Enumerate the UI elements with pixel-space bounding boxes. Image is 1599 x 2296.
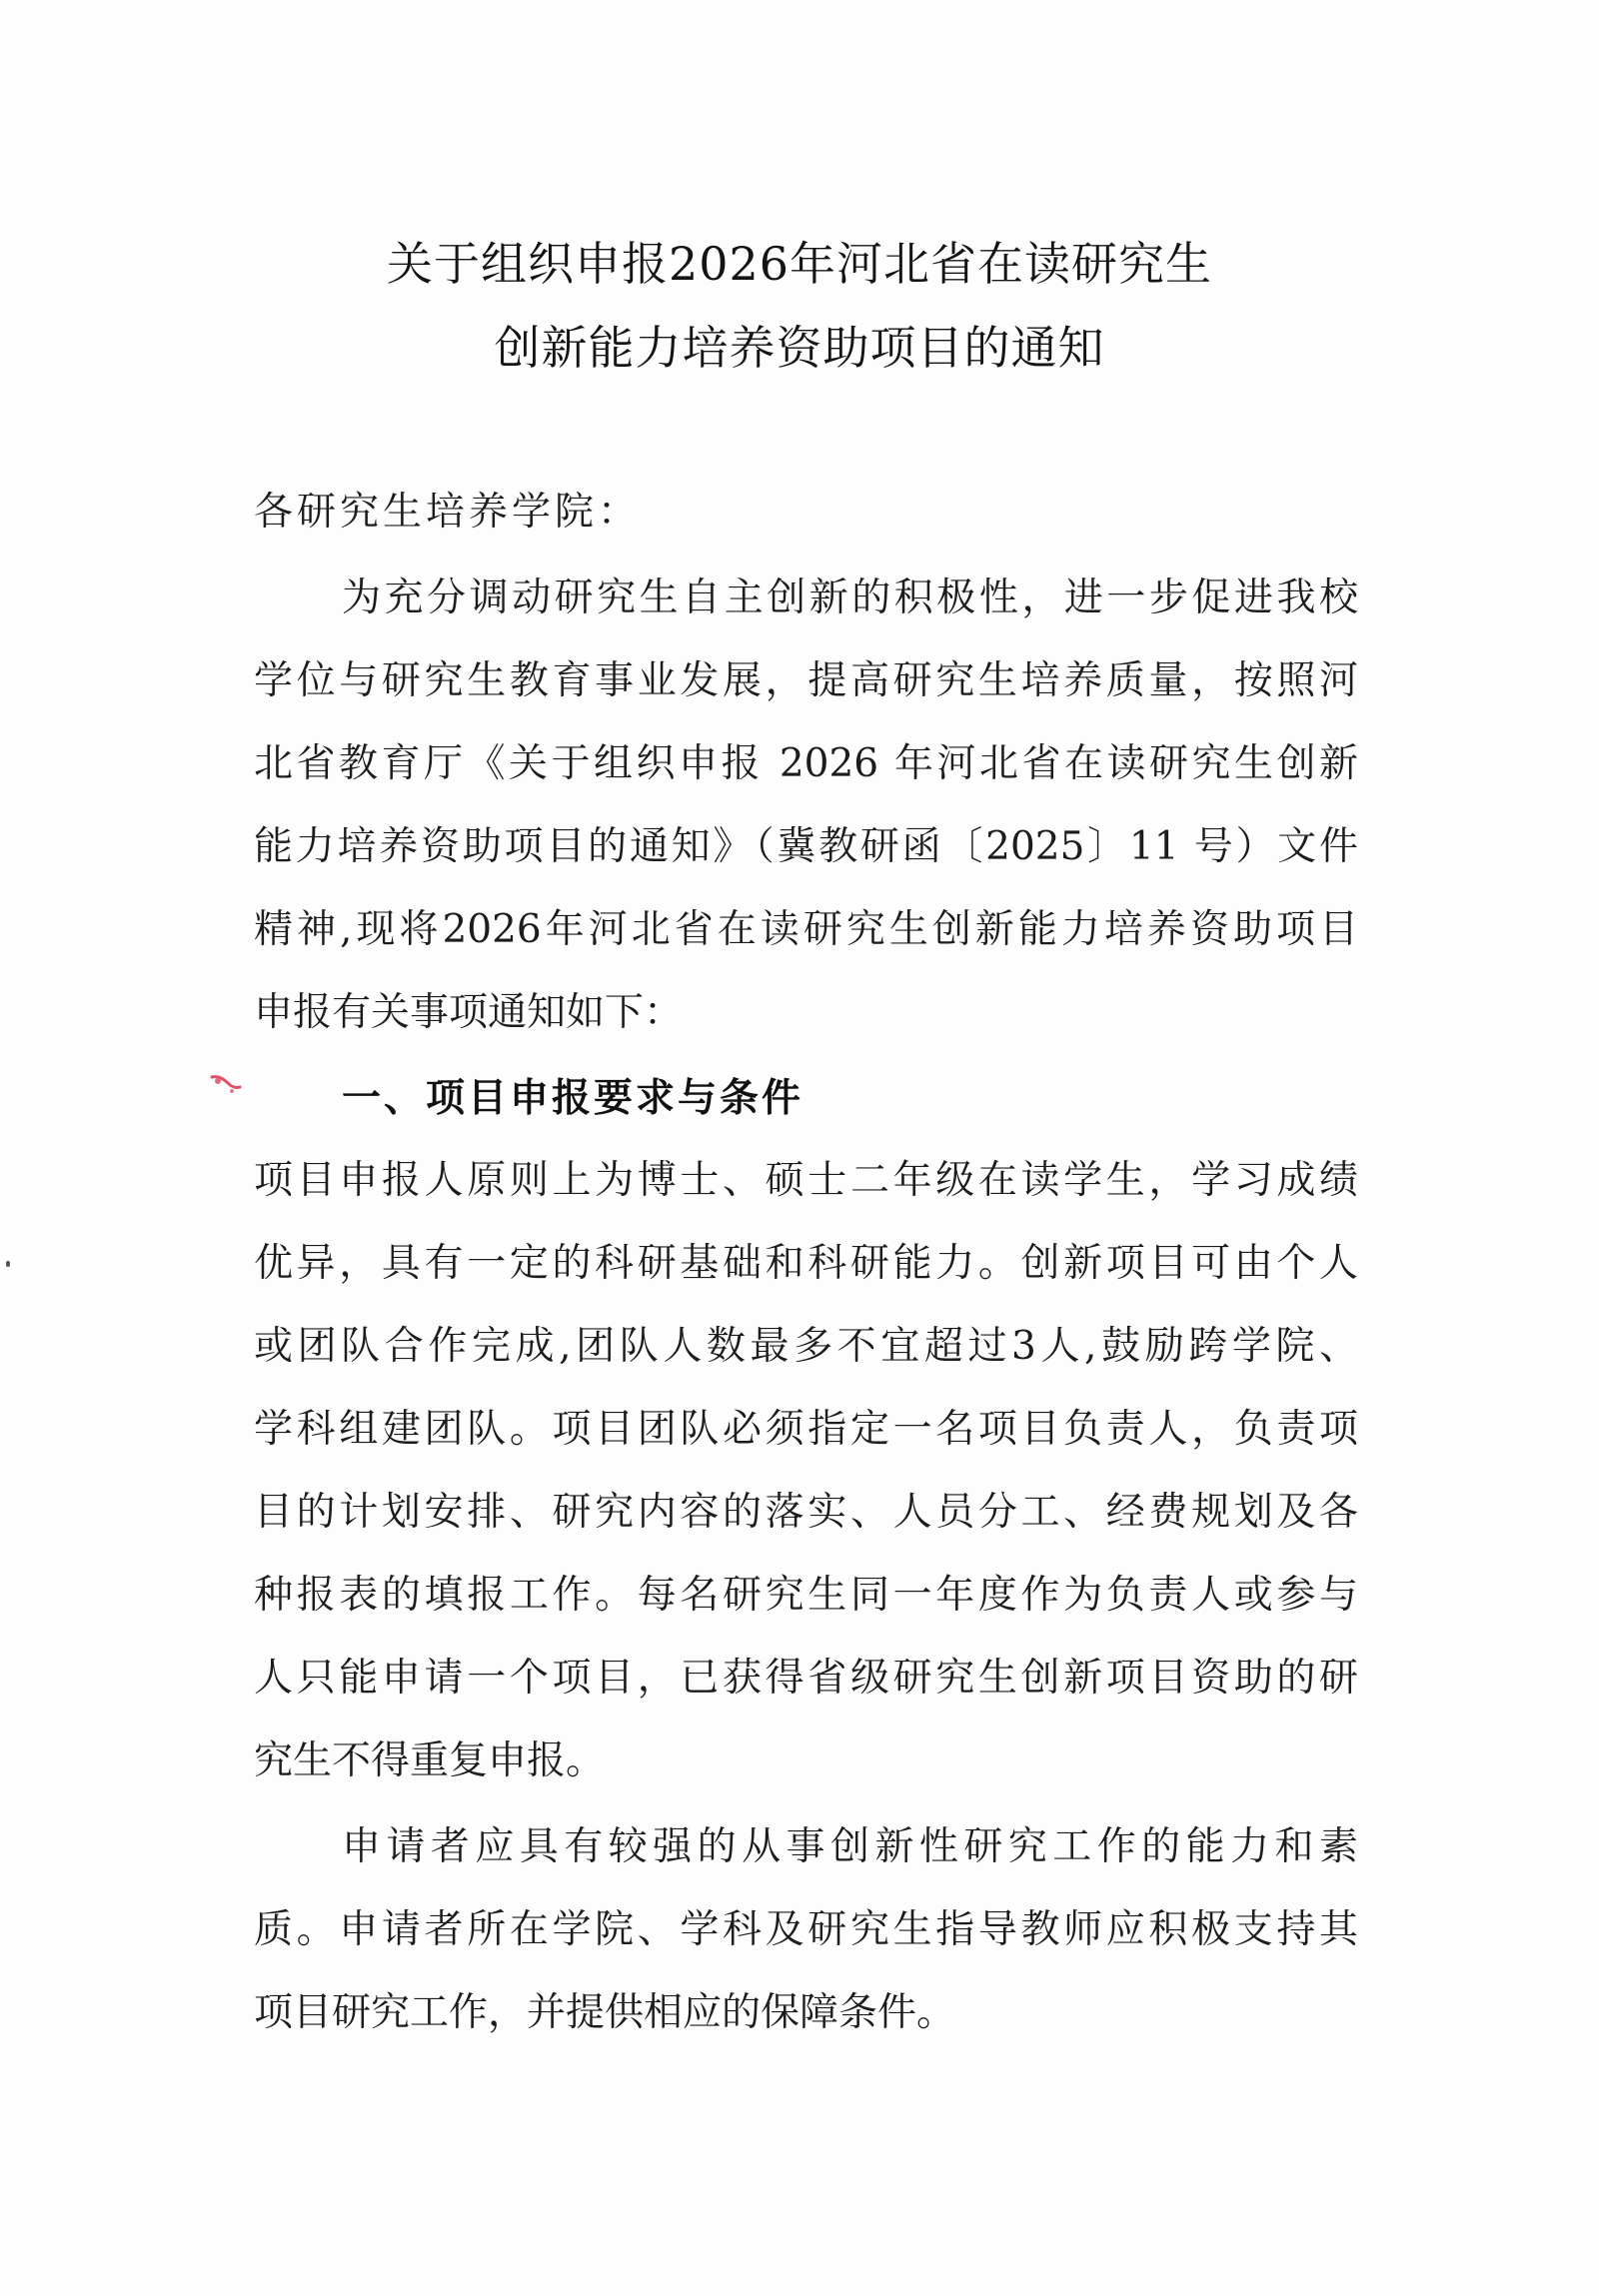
para3-line: 质。申请者所在学院、学科及研究生指导教师应积极支持其 (254, 1907, 1358, 1952)
section1-heading: 一、项目申报要求与条件 (342, 1075, 804, 1121)
para3-line: 申请者应具有较强的从事创新性研究工作的能力和素 (342, 1824, 1358, 1869)
red-ink-mark (210, 1071, 270, 1101)
para1-line: 北省教育厅《关于组织申报 2026 年河北省在读研究生创新 (254, 741, 1358, 786)
para1-line: 学位与研究生教育事业发展，提高研究生培养质量，按照河 (254, 658, 1358, 703)
para2-line: 目的计划安排、研究内容的落实、人员分工、经费规划及各 (254, 1490, 1358, 1535)
scan-speck (6, 1261, 10, 1267)
para1-line: 为充分调动研究生自主创新的积极性，进一步促进我校 (342, 575, 1358, 620)
para2-line: 究生不得重复申报。 (254, 1738, 606, 1783)
para1-line: 精神,现将2026年河北省在读研究生创新能力培养资助项目 (254, 907, 1358, 952)
para2-line: 学科组建团队。项目团队必须指定一名项目负责人，负责项 (254, 1407, 1358, 1452)
para3-line: 项目研究工作，并提供相应的保障条件。 (254, 1990, 956, 2035)
document-title-line1: 关于组织申报2026年河北省在读研究生 (386, 237, 1213, 291)
para1-line: 申报有关事项通知如下： (254, 990, 684, 1035)
para2-line: 项目申报人原则上为博士、硕士二年级在读学生，学习成绩 (254, 1158, 1358, 1203)
para2-line: 人只能申请一个项目，已获得省级研究生创新项目资助的研 (254, 1656, 1358, 1701)
para1-line: 能力培养资助项目的通知》（冀教研函〔2025〕11 号）文件 (254, 824, 1358, 869)
salutation: 各研究生培养学院： (254, 490, 642, 535)
para2-line: 优异，具有一定的科研基础和科研能力。创新项目可由个人 (254, 1241, 1358, 1286)
document-title-line2: 创新能力培养资助项目的通知 (494, 321, 1105, 375)
para2-line: 种报表的填报工作。每名研究生同一年度作为负责人或参与 (254, 1573, 1358, 1618)
para2-line: 或团队合作完成,团队人数最多不宜超过3人,鼓励跨学院、 (254, 1324, 1358, 1369)
